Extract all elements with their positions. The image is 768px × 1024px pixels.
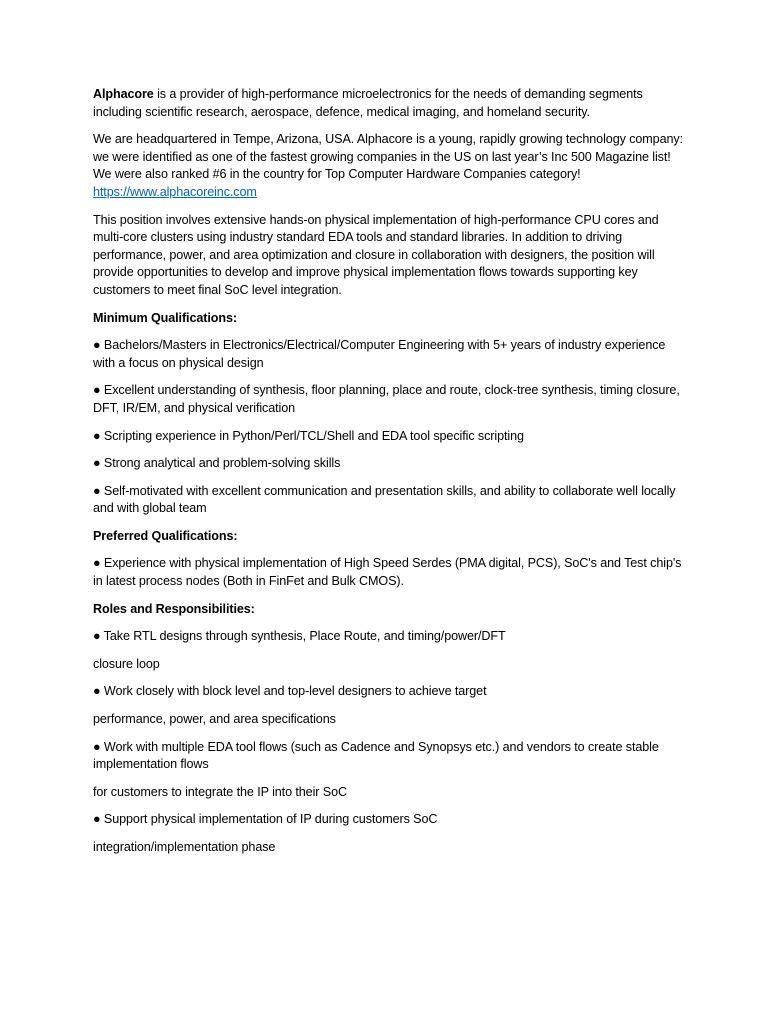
roles-line: closure loop: [93, 656, 160, 671]
roles-line: ● Work closely with block level and top-level designers to achieve target: [93, 684, 487, 699]
min-qualification-item: ● Strong analytical and problem-solving skills: [93, 456, 341, 471]
about-paragraph: [93, 131, 685, 201]
min-qualifications-heading: Minimum Qualifications:: [93, 310, 237, 325]
preferred-qualifications-heading: Preferred Qualifications:: [93, 528, 238, 543]
roles-heading: Roles and Responsibilities:: [93, 601, 255, 616]
min-qualification-item: ● Self-motivated with excellent communication and presentation skills, and ability to collaborate well locally and with global team: [93, 483, 676, 516]
roles-line: ● Support physical implementation of IP during customers SoC: [93, 812, 438, 827]
intro-paragraph: [93, 86, 685, 121]
company-name: Alphacore: [93, 87, 154, 101]
roles-line: for customers to integrate the IP into their SoC: [93, 784, 347, 799]
min-qualification-item: ● Scripting experience in Python/Perl/TCL/Shell and EDA tool specific scripting: [93, 428, 524, 443]
about-text: We are headquartered in Tempe, Arizona, USA. Alphacore is a young, rapidly growing technology company: we were identified as one of the fastest growing companies in the US on last year’s Inc 500 Magazine list! We were also ranked #6 in the country for Top Computer Hardware Companies category!: [93, 132, 683, 182]
roles-line: performance, power, and area specifications: [93, 712, 336, 727]
roles-line: ● Work with multiple EDA tool flows (such as Cadence and Synopsys etc.) and vendors to create stable implementation flows: [93, 739, 659, 772]
document-page: [93, 86, 685, 867]
roles-line: integration/implementation phase: [93, 840, 276, 854]
preferred-qualification-item: ● Experience with physical implementation of High Speed Serdes (PMA digital, PCS), SoC's and Test chip's in latest process nodes (Both in FinFet and Bulk CMOS).: [93, 556, 682, 589]
company-website-link[interactable]: https://www.alphacoreinc.com: [93, 184, 257, 199]
intro-text: is a provider of high-performance microelectronics for the needs of demanding segments including scientific research, aerospace, defence, medical imaging, and homeland security.: [93, 87, 643, 119]
min-qualification-item: ● Excellent understanding of synthesis, floor planning, place and route, clock-tree synthesis, timing closure, DFT, IR/EM, and physical verification: [93, 383, 680, 415]
position-paragraph: This position involves extensive hands-on physical implementation of high-performance CPU cores and multi-core clusters using industry standard EDA tools and standard libraries. In addition to driving performance, power, and area optimization and closure in collaboration with designers, the position will provide opportunities to develop and improve physical implementation flows towards supporting key customers to meet final SoC level integration.: [93, 212, 659, 297]
roles-line: ● Take RTL designs through synthesis, Place Route, and timing/power/DFT: [93, 629, 506, 644]
min-qualification-item: ● Bachelors/Masters in Electronics/Electrical/Computer Engineering with 5+ years of industry experience with a focus on physical design: [93, 338, 666, 370]
